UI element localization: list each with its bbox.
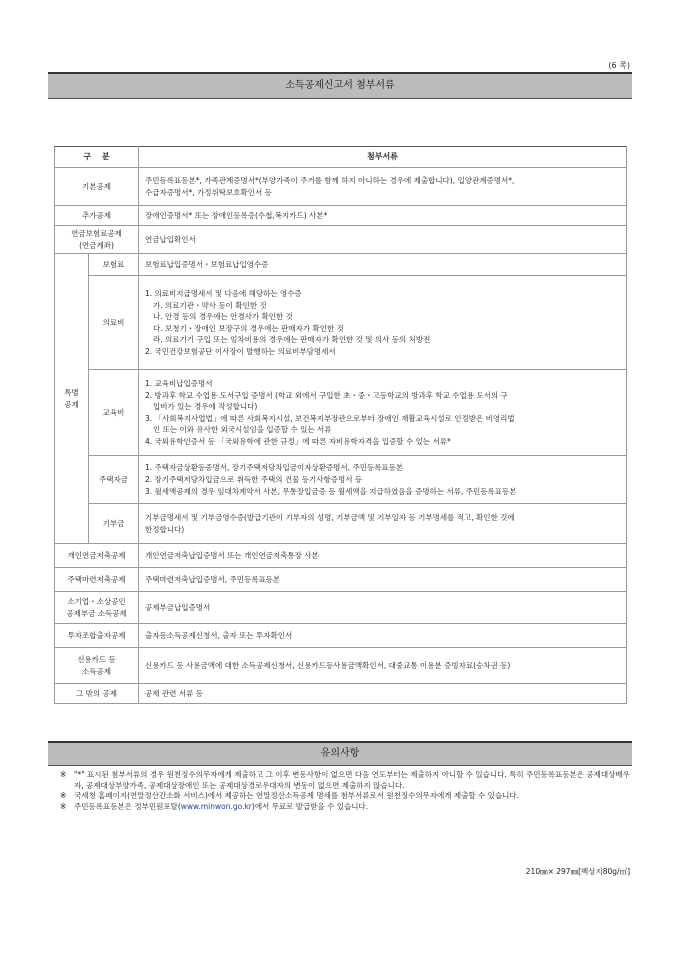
table-row <box>55 544 627 568</box>
row-docs-insurance: 보험료납입증명서・보험료납입영수증 <box>139 254 627 276</box>
note-mark: ※ <box>60 770 67 779</box>
page-title: 소득공제신고서 첨부서류 <box>48 72 632 99</box>
row-docs-credit-card: 신용카드 등 사용금액에 대한 소득공제신청서, 신용카드등사용금액확인서, 대중교통 이용분 증빙자료(승차권 등) <box>139 648 627 684</box>
row-docs-small-business: 공제부금납입증명서 <box>139 592 627 624</box>
note-item <box>60 770 630 791</box>
notes-list <box>60 770 630 812</box>
minwon-link[interactable]: www.minwon.go.kr <box>180 801 252 811</box>
row-label-housing-savings: 주택마련저축공제 <box>55 568 139 592</box>
table-row <box>55 592 627 624</box>
table-row <box>55 456 627 504</box>
page-number: (6 쪽) <box>608 61 630 70</box>
row-label-credit-card: 신용카드 등 소득공제 <box>55 648 139 684</box>
header-documents: 첨부서류 <box>139 147 627 168</box>
row-label-pension: 연금보험료공제 (연금계좌) <box>55 226 139 254</box>
table-row <box>55 168 627 206</box>
row-docs-medical: 1. 의료비지급명세서 및 다음에 해당하는 영수증 가. 의료기관・약사 등이 확인한 것 나. 안경 등의 경우에는 안경사가 확인한 것 다. 보청기・장애인 보장구의 경우에는 판매자가 확인한 것 라. 의료기기 구입 또는 임차비용의 경우에는 판매자가 확인한 것 및 의사 등의 처방전 2. 국민건강보험공단 이사장이 발행하는 의료비부담명세서 <box>139 276 627 370</box>
row-docs-pension: 연금납입확인서 <box>139 226 627 254</box>
row-label-education: 교육비 <box>89 370 139 456</box>
row-docs-donation: 기부금명세서 및 기부금영수증(발급기관이 기부자의 성명, 기부금액 및 기부일자 등 기부명세를 적고, 확인한 것에 한정합니다) <box>139 504 627 544</box>
row-label-investment: 투자조합출자공제 <box>55 624 139 648</box>
note-text: 국세청 홈페이지(연말정산간소화 서비스)에서 제공하는 연말정산소득공제 명세를 첨부서류로서 원천징수의무자에게 제출할 수 있습니다. <box>74 791 520 800</box>
note-text: 주민등록표등본은 정부민원포탈(www.minwon.go.kr)에서 무료로 발급받을 수 있습니다. <box>74 801 369 811</box>
table-row <box>55 684 627 704</box>
row-docs-basic: 주민등록표등본*, 가족관계증명서*(부양가족이 주거를 함께 하지 아니하는 경우에 제출합니다), 입양관계증명서*, 수급자증명서*, 가정위탁보호확인서 등 <box>139 168 627 206</box>
note-text: "*" 표시된 첨부서류의 경우 원천징수의무자에게 제출하고 그 이후 변동사항이 없으면 다음 연도부터는 제출하지 아니할 수 있습니다. 특히 주민등록표등본은 공제대상배우자, 공제대상부양가족, 공제대상장애인 또는 공제대상경로우대자의 변동이 없으면 제출하지 않습니다. <box>74 770 630 790</box>
row-label-special: 특별 공제 <box>55 254 89 544</box>
table-row <box>55 568 627 592</box>
table-header-row <box>55 147 627 168</box>
row-label-housing: 주택자금 <box>89 456 139 504</box>
row-docs-housing: 1. 주택자금상환등증명서, 장기주택저당차입금이자상환증명서, 주민등록표등본 2. 장기주택저당차입금으로 취득한 주택의 건물 등기사항증명서 등 3. 월세액공제의 경우 임대차계약서 사본, 무통장입금증 등 월세액을 지급하였음을 증명하는 서류, 주민등록표등본 <box>139 456 627 504</box>
notice-title: 유의사항 <box>48 741 632 766</box>
row-docs-additional: 장애인증명서* 또는 장애인등록증(수첩,복지카드) 사본* <box>139 206 627 226</box>
row-docs-education: 1. 교육비납입증명서 2. 방과후 학교 수업용 도서구입 증명서 (학교 외에서 구입한 초・중・고등학교의 방과후 학교 수업용 도서의 구 입비가 있는 경우에 작성합니다) 3. 「사회복지사업법」에 따른 사회복지시설, 보건복지부장관으로부터 장애인 재활교육시설로 인정받은 비영리법 인 또는 이와 유사한 외국시설임을 입증할 수 있는 서류 4. 국외유학인증서 등 「국외유학에 관한 규정」에 따른 자비유학자격을 입증할 수 있는 서류* <box>139 370 627 456</box>
row-label-basic: 기본공제 <box>55 168 139 206</box>
attachment-table <box>54 146 627 704</box>
note-mark: ※ <box>60 791 67 800</box>
row-label-other: 그 밖의 공제 <box>55 684 139 704</box>
row-label-personal-pension: 개인연금저축공제 <box>55 544 139 568</box>
paper-spec: 210㎜× 297㎜[백상지80g/㎡] <box>525 867 630 876</box>
note-item <box>60 791 630 802</box>
table-row <box>55 254 627 276</box>
row-docs-investment: 출자등소득공제신청서, 출자 또는 투자확인서 <box>139 624 627 648</box>
table-row <box>55 370 627 456</box>
row-docs-other: 공제 관련 서류 등 <box>139 684 627 704</box>
row-label-small-business: 소기업・소상공인 공제부금 소득공제 <box>55 592 139 624</box>
row-label-insurance: 보험료 <box>89 254 139 276</box>
row-docs-housing-savings: 주택마련저축납입증명서, 주민등록표등본 <box>139 568 627 592</box>
table-row <box>55 276 627 370</box>
row-docs-personal-pension: 개인연금저축납입증명서 또는 개인연금저축통장 사본 <box>139 544 627 568</box>
table-row <box>55 226 627 254</box>
row-label-additional: 추가공제 <box>55 206 139 226</box>
header-category: 구 분 <box>55 147 139 168</box>
table-row <box>55 648 627 684</box>
table-row <box>55 206 627 226</box>
table-row <box>55 624 627 648</box>
row-label-medical: 의료비 <box>89 276 139 370</box>
note-item <box>60 802 630 813</box>
table-row <box>55 504 627 544</box>
note-mark: ※ <box>60 801 67 811</box>
row-label-donation: 기부금 <box>89 504 139 544</box>
